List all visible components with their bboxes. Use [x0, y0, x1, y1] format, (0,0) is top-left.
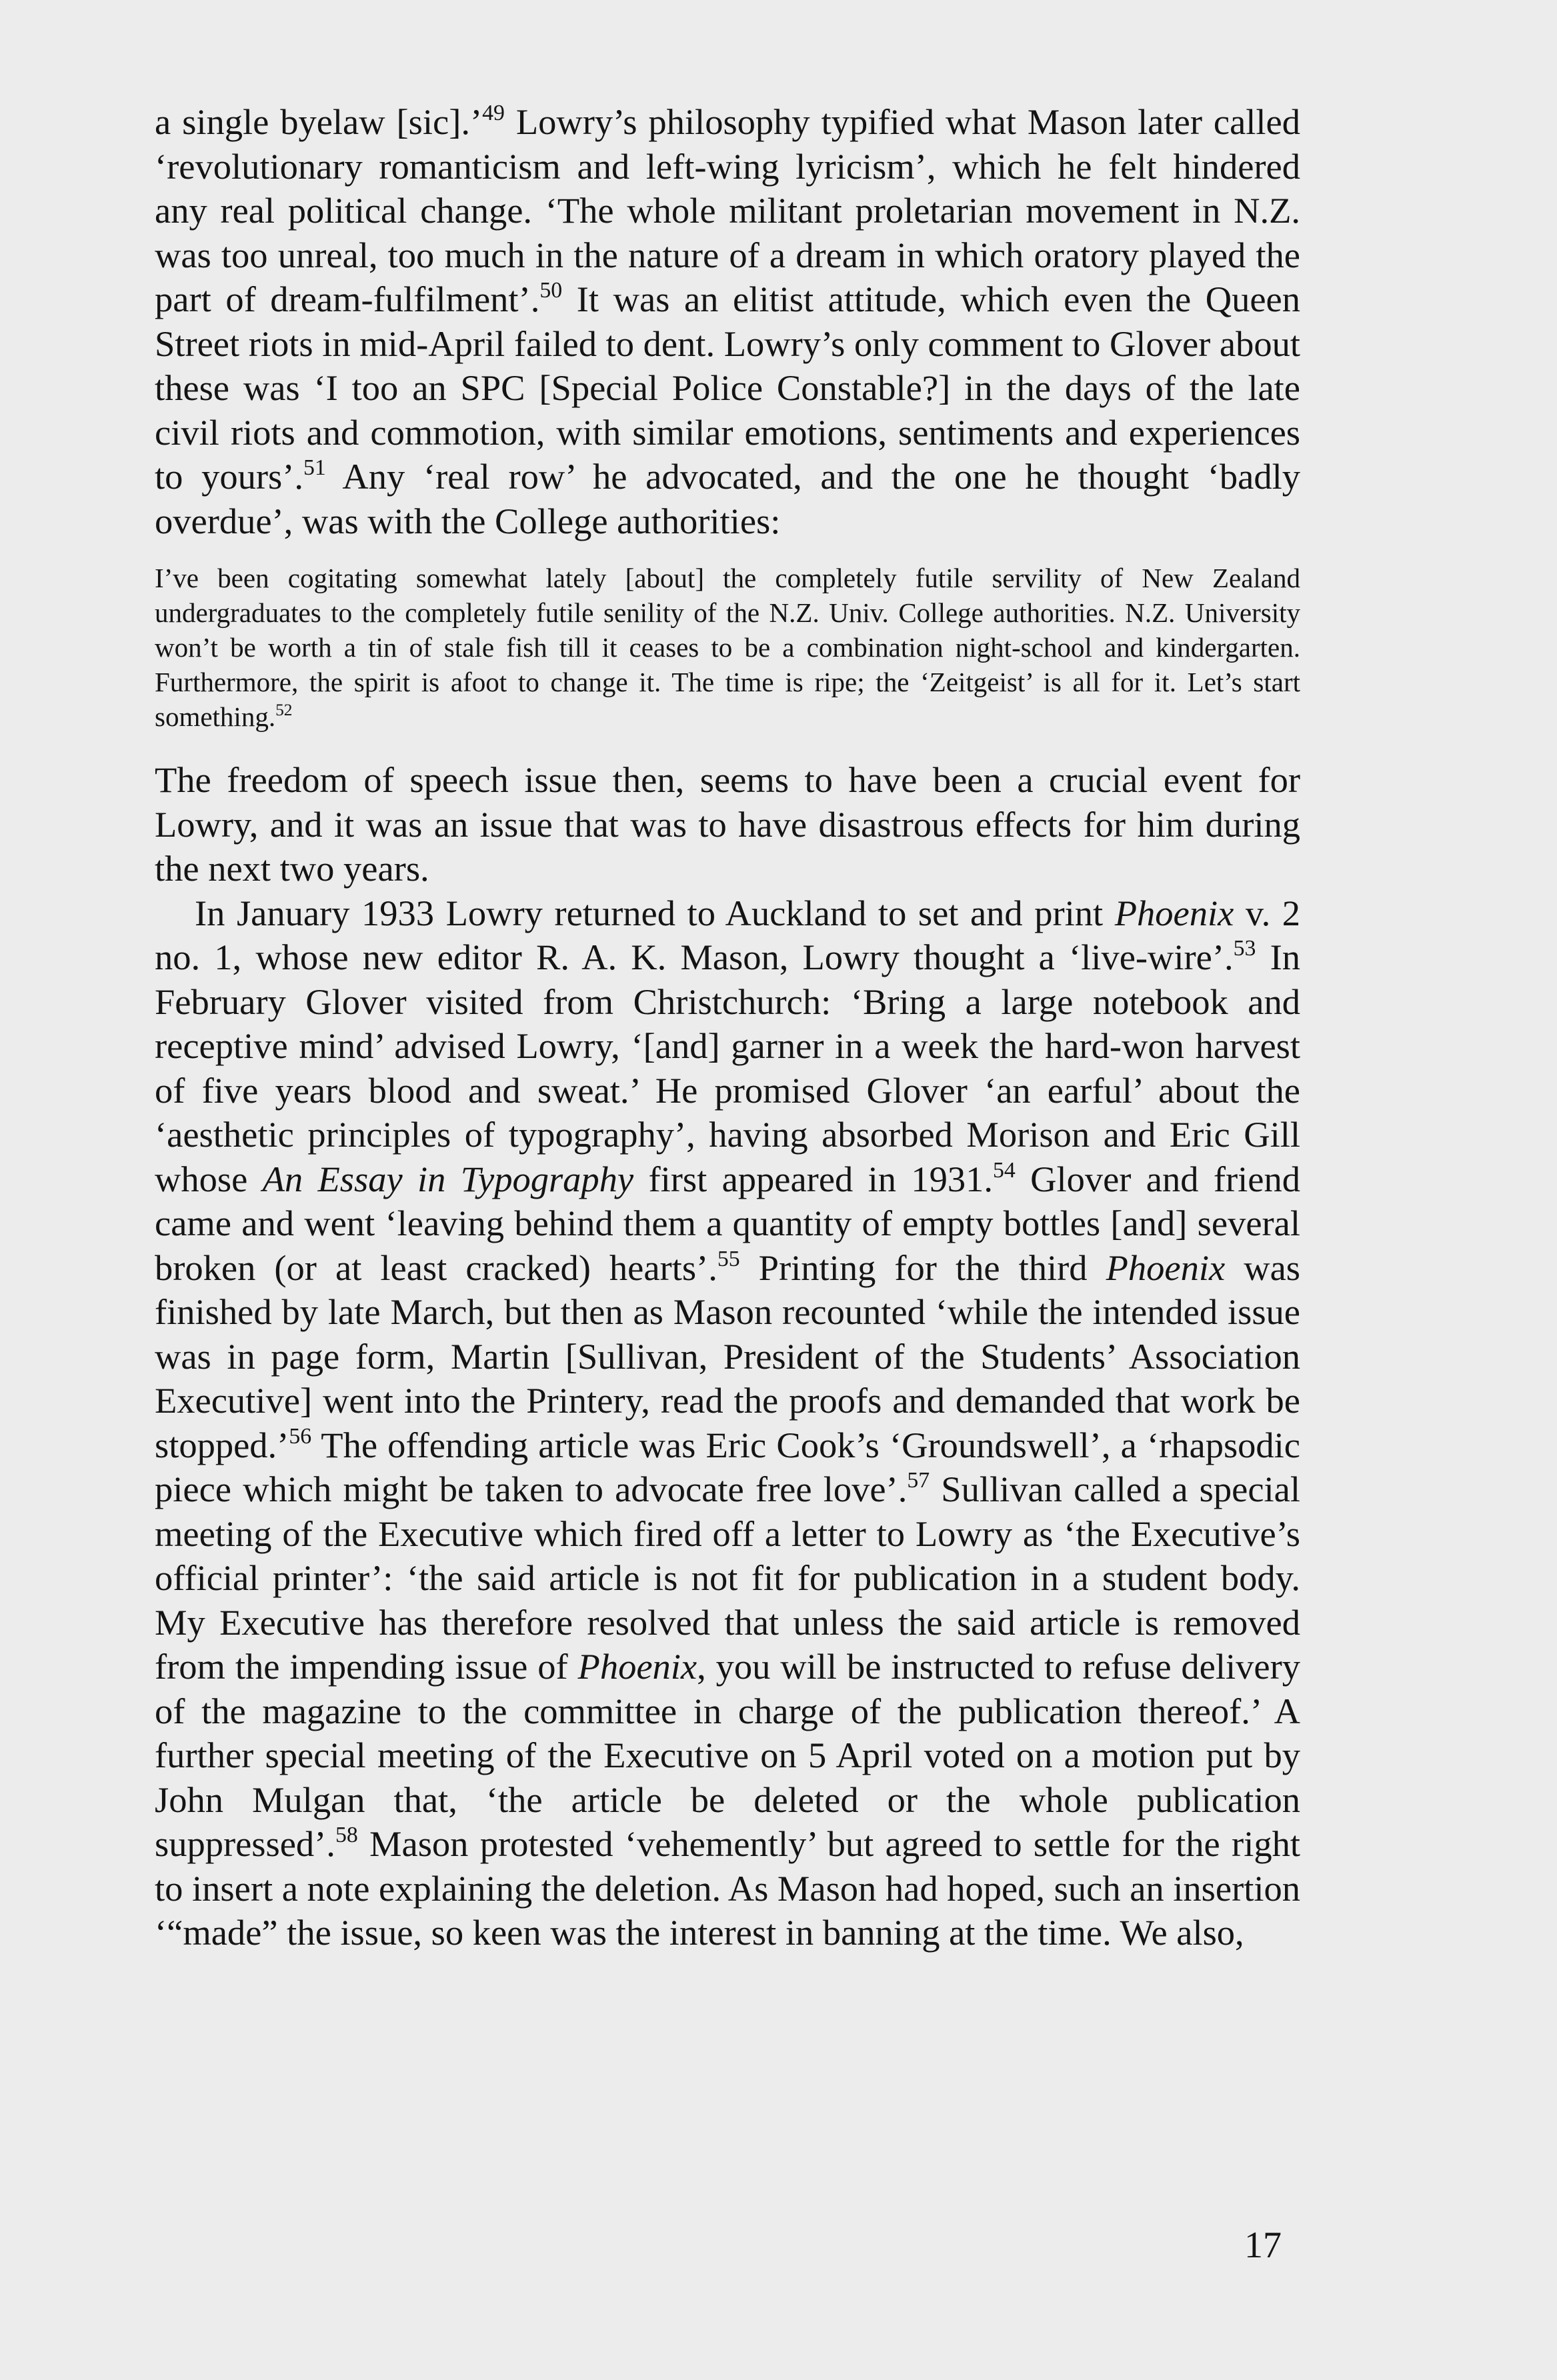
- footnote-reference: 55: [717, 1246, 740, 1271]
- paragraph-text: Glover and friend came and went ‘leaving behind them a quantity of empty bottles [and] several broken (or at least cracked) hearts’.: [155, 1158, 1300, 1288]
- block-quote: [155, 561, 1300, 734]
- paragraph-text: It was an elitist attitude, which even the Queen Street riots in mid-April failed to dent. Lowry’s only comment to Glover about these was ‘I too an SPC [Special Police Constable?] in the days of the late civil riots and commotion, with similar emotions, sentiments and experiences to yours’.: [155, 279, 1301, 497]
- paragraph-text: Any ‘real row’ he advocated, and the one he thought ‘badly overdue’, was with the College authorities:: [155, 456, 1300, 541]
- footnote-reference: 53: [1233, 936, 1256, 961]
- footnote-reference: 54: [992, 1157, 1016, 1183]
- footnote-reference: 56: [289, 1423, 312, 1449]
- footnote-reference: 49: [482, 101, 505, 126]
- paragraph: [155, 100, 1300, 543]
- paragraph-text: , you will be instructed to refuse delivery of the magazine to the committee in charge of the publication thereof.’ A further special meeting of the Executive on 5 April voted on a motion put by John Mulgan that, ‘the article be deleted or the whole publication suppressed’.: [155, 1646, 1300, 1864]
- publication-title: Phoenix: [1106, 1247, 1226, 1288]
- main-text-column: [155, 100, 1300, 1955]
- page-number: 17: [1244, 2225, 1282, 2266]
- paragraph-text: Printing for the third: [739, 1247, 1106, 1288]
- paragraph: [155, 758, 1300, 891]
- footnote-reference: 51: [303, 455, 326, 481]
- footnote-reference: 57: [907, 1468, 930, 1493]
- publication-title: Phoenix: [577, 1646, 697, 1687]
- paragraph-text: In January 1933 Lowry returned to Auckland to set and print: [195, 892, 1115, 933]
- paragraph-text: Sullivan called a special meeting of the Executive which fired off a letter to Lowry as ‘the Executive’s official printer’: ‘the said article is not fit for publication in a student body. My Executive has therefore resolved that unless the said article is removed from the impending issue of: [155, 1469, 1300, 1687]
- paragraph-text: The freedom of speech issue then, seems to have been a crucial event for Lowry, and it was an issue that was to have disastrous effects for him during the next two years.: [155, 759, 1300, 889]
- footnote-reference: 52: [275, 701, 293, 720]
- paragraph-text: Mason protested ‘vehemently’ but agreed to settle for the right to insert a note explaining the deletion. As Mason had hoped, such an insertion ‘“made” the issue, so keen was the interest in banning at the time. We also,: [155, 1823, 1300, 1953]
- block-quote-text: I’ve been cogitating somewhat lately [about] the completely futile servility of New Zealand undergraduates to the completely futile senility of the N.Z. Univ. College authorities. N.Z. University won’t be worth a tin of stale fish till it ceases to be a combination night-school and kindergarten. Furthermore, the spirit is afoot to change it. The time is ripe; the ‘Zeitgeist’ is all for it. Let’s start something.: [155, 563, 1300, 732]
- paragraph-text: first appeared in 1931.: [633, 1158, 993, 1199]
- book-title: An Essay in Typography: [262, 1158, 634, 1199]
- paragraph-text: In February Glover visited from Christchurch: ‘Bring a large notebook and receptive mind’ advised Lowry, ‘[and] garner in a week the hard-won harvest of five years blood and sweat.’ He promised Glover ‘an earful’ about the ‘aesthetic principles of typography’, having absorbed Morison and Eric Gill whose: [155, 937, 1300, 1199]
- paragraph-text: was finished by late March, but then as Mason recounted ‘while the intended issue was in page form, Martin [Sullivan, President of the Students’ Association Executive] went into the Printery, read the proofs and demanded that work be stopped.’: [155, 1247, 1300, 1465]
- paragraph-text: Lowry’s philosophy typified what Mason later called ‘revolutionary romanticism and left-wing lyricism’, which he felt hindered any real political change. ‘The whole militant proletarian movement in N.Z. was too unreal, too much in the nature of a dream in which oratory played the part of dream-fulfilment’.: [155, 101, 1300, 319]
- paragraph-text: a single byelaw [sic].’: [155, 101, 483, 142]
- footnote-reference: 50: [539, 278, 563, 303]
- footnote-reference: 58: [335, 1823, 358, 1848]
- paragraph-text: v. 2 no. 1, whose new editor R. A. K. Mason, Lowry thought a ‘live-wire’.: [155, 892, 1301, 977]
- paragraph: [155, 891, 1300, 1955]
- paragraph-text: The offending article was Eric Cook’s ‘Groundswell’, a ‘rhapsodic piece which might be taken to advocate free love’.: [155, 1424, 1300, 1509]
- publication-title: Phoenix: [1114, 892, 1234, 933]
